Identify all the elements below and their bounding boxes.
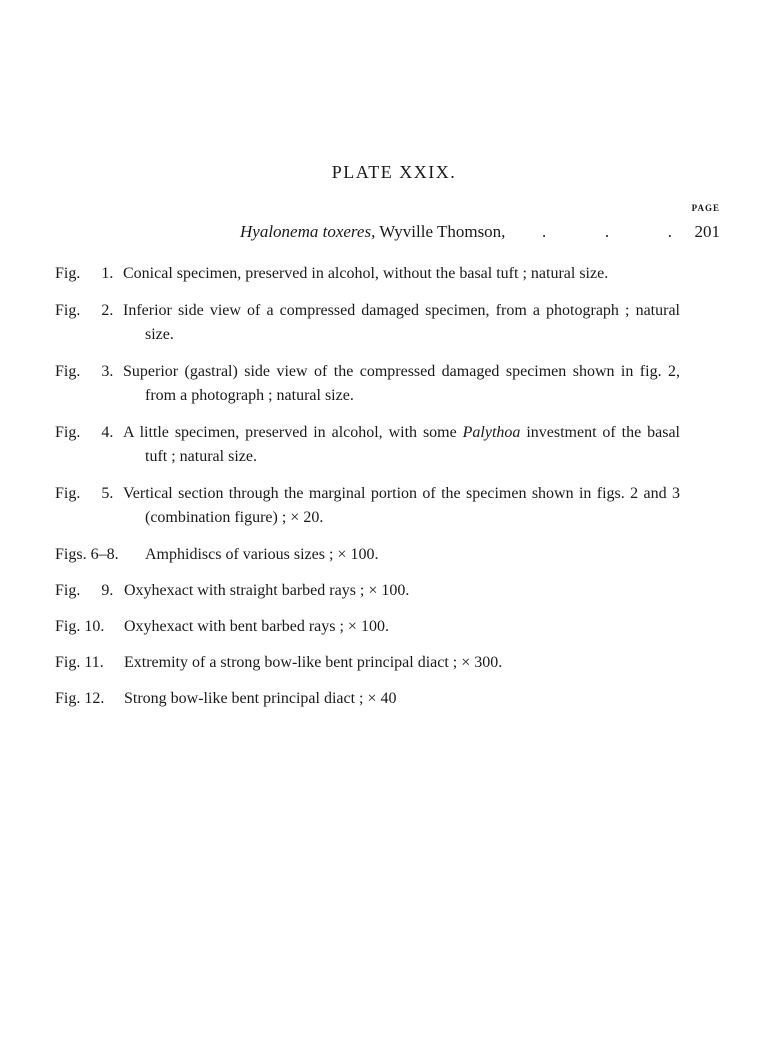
species-name: Hyalonema toxeres,	[240, 222, 376, 241]
figure-entry-3	[55, 360, 680, 408]
figure-entry-12	[55, 687, 680, 711]
figure-caption: Inferior side view of a compressed damaged specimen, from a photograph ; natural size.	[123, 302, 680, 343]
figure-label: Fig. 4.	[55, 424, 114, 441]
figure-caption: Vertical section through the marginal portion of the specimen shown in figs. 2 and 3 (combination figure) ; × 20.	[123, 485, 680, 526]
figure-entry-2	[55, 299, 680, 347]
figure-caption: Oxyhexact with bent barbed rays ; × 100.	[124, 618, 389, 635]
page-column-label: PAGE	[691, 203, 720, 213]
species-author: Wyville Thomson,	[379, 222, 506, 241]
figure-label: Figs. 6–8.	[55, 546, 119, 563]
figure-entry-10	[55, 615, 680, 639]
plate-title: PLATE XXIX.	[331, 162, 457, 182]
figure-label: Fig. 11.	[55, 654, 104, 671]
figure-caption: Conical specimen, preserved in alcohol, without the basal tuft ; natural size.	[123, 265, 609, 282]
figure-label: Fig. 9.	[55, 582, 114, 599]
figure-list	[55, 262, 680, 711]
figure-caption: Superior (gastral) side view of the compressed damaged specimen shown in fig. 2, from a photograph ; natural size.	[123, 363, 680, 404]
figure-caption: Oxyhexact with straight barbed rays ; × 100.	[124, 582, 410, 599]
species-line	[240, 222, 720, 242]
figure-caption: Strong bow-like bent principal diact ; × 40	[124, 690, 397, 707]
figure-label: Fig. 3.	[55, 363, 114, 380]
figure-label: Fig. 5.	[55, 485, 114, 502]
leader-dot: .	[667, 222, 672, 241]
figure-entry-9	[55, 579, 680, 603]
figure-label: Fig. 1.	[55, 265, 114, 282]
figure-entry-11	[55, 651, 680, 675]
figure-entry-1	[55, 262, 680, 286]
figure-entry-5	[55, 482, 680, 530]
figure-label: Fig. 2.	[55, 302, 114, 319]
figure-caption: A little specimen, preserved in alcohol, with some Palythoa investment of the basal tuft ; natural size.	[123, 424, 680, 465]
figure-label: Fig. 12.	[55, 690, 105, 707]
species-page-number: 201	[694, 222, 720, 241]
dot-leaders	[542, 222, 672, 242]
figure-label: Fig. 10.	[55, 618, 105, 635]
leader-dot: .	[542, 222, 547, 241]
figure-caption: Extremity of a strong bow-like bent principal diact ; × 300.	[124, 654, 503, 671]
figure-caption: Amphidiscs of various sizes ; × 100.	[145, 546, 379, 563]
figure-entry-4	[55, 421, 680, 469]
leader-dot: .	[604, 222, 610, 241]
figure-entry-6-8	[55, 543, 680, 567]
